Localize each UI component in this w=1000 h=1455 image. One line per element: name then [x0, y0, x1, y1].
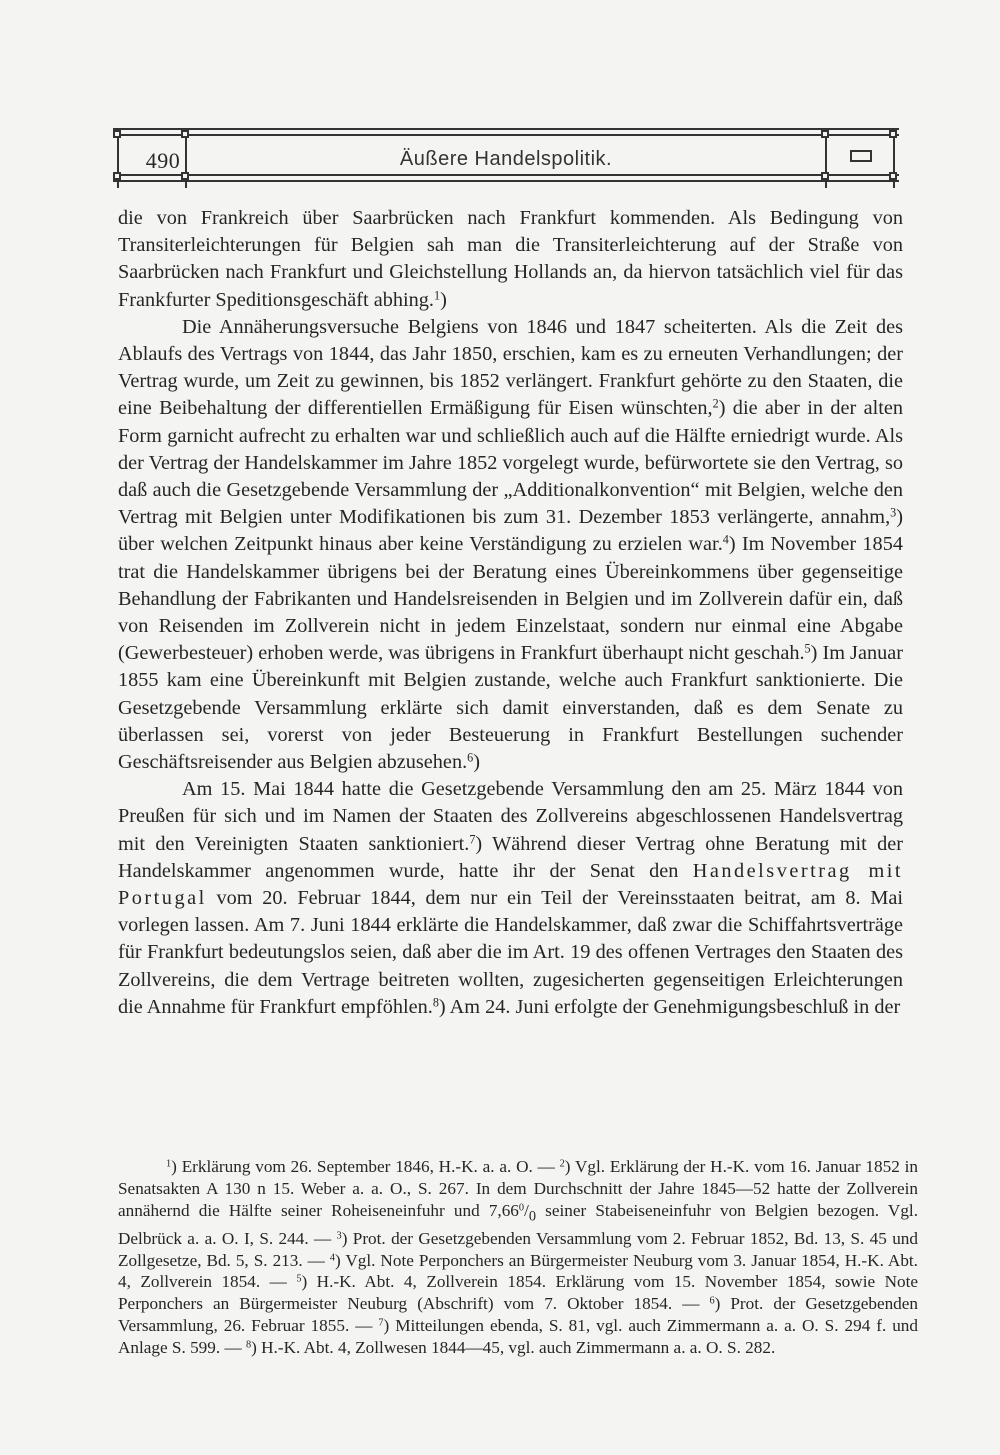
footnote-mark: 5	[296, 1273, 302, 1285]
spaced-emphasis: Handelsvertrag mit Portugal	[118, 859, 903, 910]
footnote-ref: 8	[432, 995, 439, 1010]
text-run: vom 20. Februar 1844, dem nur ein Teil der Vereinsstaaten beitrat, am 8. Mai vorlegen lassen. Am 7. Juni 1844 erklärte die Handelskammer, daß zwar die Schiffahrtsverträge für Frankfurt bedeutungslos seien, daß aber die im Art. 19 des offenen Vertrages den Staaten des Zollvereins, die dem Vertrage beitreten wollten, zugesicherten gegenseitigen Erleichterungen die Annahme für Frankfurt empföhlen.	[118, 887, 904, 1018]
footnote-mark: 2	[559, 1158, 565, 1170]
text-run: ) Im Januar 1855 kam eine Übereinkunft mit Belgien zustande, welche auch Frankfurt sanktionierte. Die Gesetzgebende Versammlung erklärte sich damit einverstanden, daß es dem Senate zu überlassen sei, vorerst von jeder Besteuerung in Frankfurt Bestellungen suchender Geschäftsreisender aus Belgien abzusehen.	[118, 642, 903, 774]
text-run: ) Am 24. Juni erfolgte der Genehmigungsbeschluß in der	[438, 995, 901, 1018]
header-corner-ornament	[113, 172, 121, 180]
header-corner-ornament	[889, 130, 897, 138]
footnote-text: ) Vgl. Erklärung der H.-K. vom 16. Januar 1852 in Senatsakten A 130 n 15. Weber a. a. O., S. 267. In dem Durchschnitt der Jahre 1845—52 hatte der Zollverein annähernd die Hälfte seiner Roheiseneinfuhr und 7,66	[118, 1157, 918, 1220]
footnote-mark: 4	[329, 1251, 335, 1263]
page-number: 490	[145, 148, 181, 173]
header-bottom-rule	[113, 180, 899, 182]
header-box-ornament	[850, 150, 872, 162]
text-run: die von Frankreich über Saarbrücken nach Frankfurt kommenden. Als Bedingung von Transiterleichterungen für Belgien sah man die Transiterleichterung auf der Straße von Saarbrücken nach Frankfurt und Gleichstellung Hollands an, da hiervon tatsächlich viel für das Frankfurter Speditionsgeschäft abhing.	[118, 207, 903, 311]
header-corner-ornament	[181, 130, 189, 138]
footnote-text: ) Vgl. Note Perponchers an Bürgermeister Neuburg vom 3. Januar 1854, H.-K. Abt. 4, Zollverein 1854. —	[118, 1250, 918, 1292]
header-corner-ornament	[821, 130, 829, 138]
page-header	[113, 128, 899, 188]
header-bottom-rule-inner	[113, 174, 899, 176]
body-text	[118, 205, 903, 1021]
footnote-mark: 6	[709, 1295, 715, 1307]
footnote-ref: 2	[712, 396, 719, 411]
footnote-ref: 7	[469, 831, 476, 846]
footnote-mark: 1	[166, 1158, 172, 1170]
paragraph	[118, 314, 903, 776]
running-title: Äußere Handelspolitik.	[399, 148, 613, 170]
text-run: ) Während dieser Vertrag ohne Beratung mit der Handelskammer angenommen wurde, hatte ihr der Senat den	[118, 832, 903, 882]
paragraph	[118, 205, 903, 314]
text-run: )	[473, 751, 480, 774]
text-run: ) die aber in der alten Form garnicht aufrecht zu erhalten war und schließlich auch auf die Hälfte erniedrigt wurde. Als der Vertrag der Handelskammer im Jahre 1852 vorgelegt wurde, befürwortete sie den Vertrag, so daß auch die Gesetzgebende Versammlung der „Additionalkonvention“ mit Belgien, welche den Vertrag mit Belgien unter Modifikationen bis zum 31. Dezember 1853 verlängerte, annahm,	[118, 397, 903, 529]
header-top-rule	[113, 128, 899, 130]
percent-sign-part: 0	[528, 1208, 537, 1225]
footnote-ref: 3	[890, 505, 897, 520]
header-corner-ornament	[821, 172, 829, 180]
text-run: )	[440, 288, 447, 311]
footnote-text: ) Mitteilungen ebenda, S. 81, vgl. auch Zimmermann a. a. O. S. 294 f. und Anlage S. 599. —	[118, 1316, 918, 1357]
footnote-text: ) Prot. der Gesetzgebenden Versammlung, 26. Februar 1855. —	[118, 1294, 918, 1336]
text-run: ) Im November 1854 trat die Handelskammer übrigens bei der Beratung eines Übereinkommens über gegenseitige Behandlung der Fabrikanten und Handelsreisenden in Belgien und im Zollverein dafür ein, daß von Reisenden im Zollverein nicht in jedem Einzelstaat, sondern nur einmal eine Abgabe (Gewerbesteuer) erhoben werde, was übrigens in Frankfurt überhaupt nicht geschah.	[118, 533, 903, 665]
footnote-ref: 4	[722, 532, 729, 547]
header-corner-ornament	[113, 130, 121, 138]
percent-sign-part: /	[524, 1200, 529, 1220]
footnote-ref: 1	[433, 287, 441, 302]
footnote-text: ) H.-K. Abt. 4, Zollwesen 1844—45, vgl. auch Zimmermann a. a. O. S. 282.	[251, 1337, 776, 1357]
percent-sign-part: 0	[518, 1201, 525, 1213]
footnote-mark: 7	[378, 1317, 384, 1329]
footnote-text: ) Erklärung vom 26. September 1846, H.-K. a. a. O. —	[171, 1157, 560, 1176]
header-corner-ornament	[889, 172, 897, 180]
footnote-block	[118, 1156, 918, 1359]
text-run: ) über welchen Zeitpunkt hinaus aber keine Verständigung zu erzielen war.	[118, 506, 903, 556]
footnote-mark: 8	[245, 1339, 252, 1351]
footnote-mark: 3	[336, 1230, 342, 1242]
footnote-ref: 6	[467, 750, 474, 765]
paragraph	[118, 776, 903, 1021]
text-run: Am 15. Mai 1844 hatte die Gesetzgebende Versammlung den am 25. März 1844 von Preußen für sich und im Namen der Staaten des Zollvereins abgeschlossenen Handelsvertrag mit den Vereinigten Staaten sanktioniert.	[118, 778, 903, 855]
footnote-text: ) H.-K. Abt. 4, Zollverein 1854. Erklärung vom 15. November 1854, sowie Note Perponchers an Bürgermeister Neuburg (Abschrift) vom 7. Oktober 1854. —	[118, 1272, 918, 1314]
footnotes	[118, 1156, 918, 1359]
header-top-rule-inner	[113, 134, 899, 136]
text-run: Die Annäherungsversuche Belgiens von 1846 und 1847 scheiterten. Als die Zeit des Ablaufs des Vertrags von 1844, das Jahr 1850, erschien, kam es zu erneuten Verhandlungen; der Vertrag wurde, um Zeit zu gewinnen, bis 1852 verlängert. Frankfurt gehörte zu den Staaten, die eine Beibehaltung der differentiellen Ermäßigung für Eisen wünschten,	[118, 315, 903, 420]
footnote-text: ) Prot. der Gesetzgebenden Versammlung vom 2. Februar 1852, Bd. 13, S. 45 und Zollgesetze, Bd. 5, S. 213. —	[118, 1228, 918, 1270]
footnote-ref: 5	[804, 641, 811, 656]
footnote-text: seiner Stabeiseneinfuhr von Belgien bezogen. Vgl. Delbrück a. a. O. I, S. 244. —	[118, 1200, 918, 1248]
